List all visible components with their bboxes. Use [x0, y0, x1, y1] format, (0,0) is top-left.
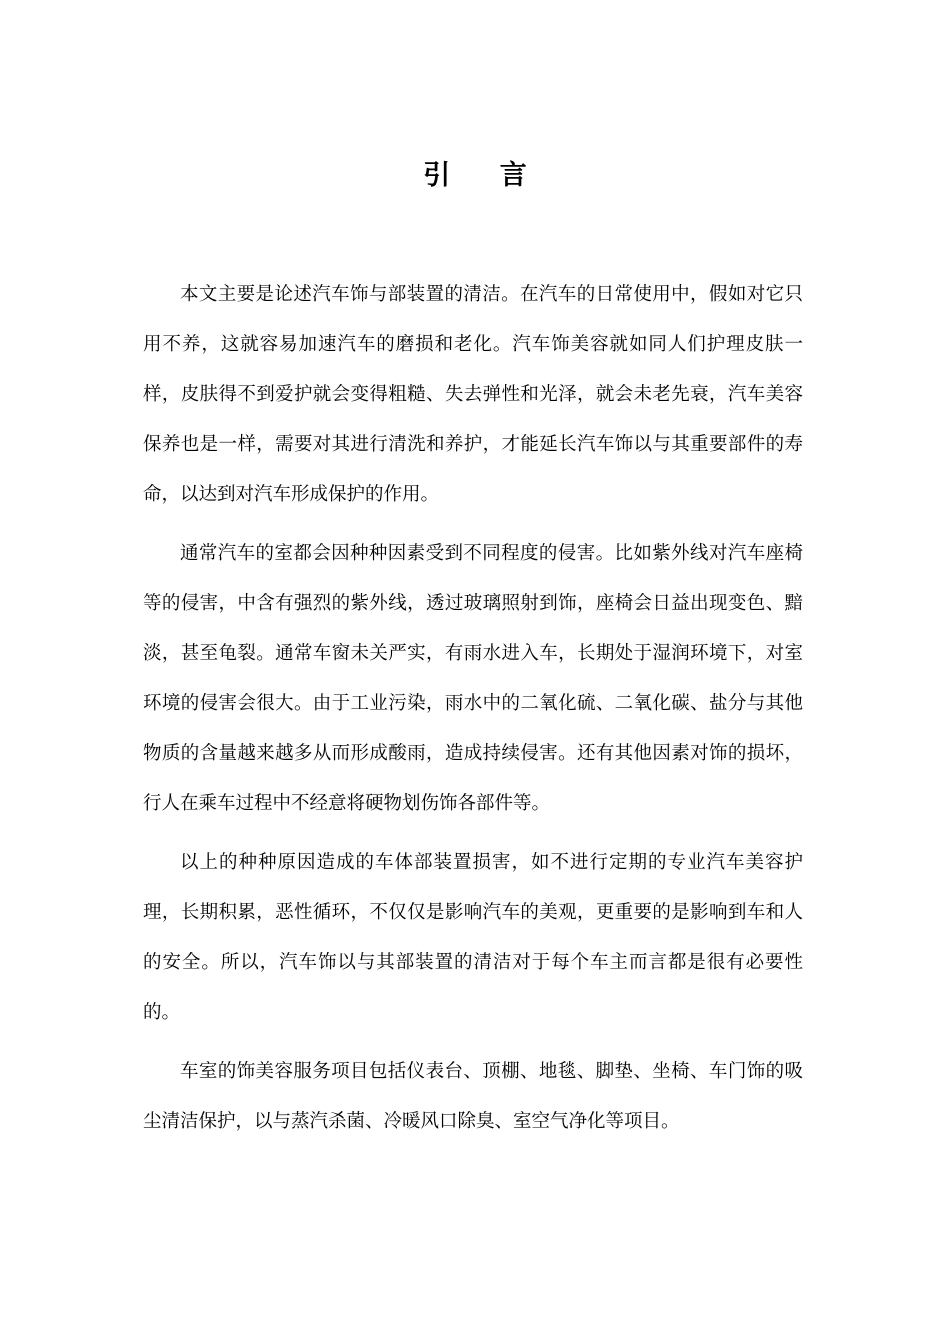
paragraph-1: 本文主要是论述汽车饰与部装置的清洁。在汽车的日常使用中，假如对它只用不养，这就容易加速汽车的磨损和老化。汽车饰美容就如同人们护理皮肤一样，皮肤得不到爱护就会变得粗糙、失去弹性和光泽，就会未老先衰，汽车美容保养也是一样，需要对其进行清洗和养护，才能延长汽车饰以与其重要部件的寿命，以达到对汽车形成保护的作用。 [143, 284, 803, 505]
page-title: 引 言 [423, 160, 547, 191]
paragraph-2: 通常汽车的室都会因种种因素受到不同程度的侵害。比如紫外线对汽车座椅等的侵害，中含有强烈的紫外线，透过玻璃照射到饰，座椅会日益出现变色、黯淡，甚至龟裂。通常车窗未关严实，有雨水进入车，长期处于湿润环境下，对室环境的侵害会很大。由于工业污染，雨水中的二氧化硫、二氧化碳、盐分与其他物质的含量越来越多从而形成酸雨，造成持续侵害。还有其他因素对饰的损坏，行人在乘车过程中不经意将硬物划伤饰各部件等。 [143, 543, 803, 814]
paragraph-3: 以上的种种原因造成的车体部装置损害，如不进行定期的专业汽车美容护理，长期积累，恶性循环，不仅仅是影响汽车的美观，更重要的是影响到车和人的安全。所以，汽车饰以与其部装置的清洁对于每个车主而言都是很有必要性的。 [143, 852, 803, 1023]
paragraph-4: 车室的饰美容服务项目包括仪表台、顶棚、地毯、脚垫、坐椅、车门饰的吸尘清洁保护，以与蒸汽杀菌、冷暖风口除臭、室空气净化等项目。 [143, 1061, 803, 1132]
document-body [143, 270, 803, 1156]
